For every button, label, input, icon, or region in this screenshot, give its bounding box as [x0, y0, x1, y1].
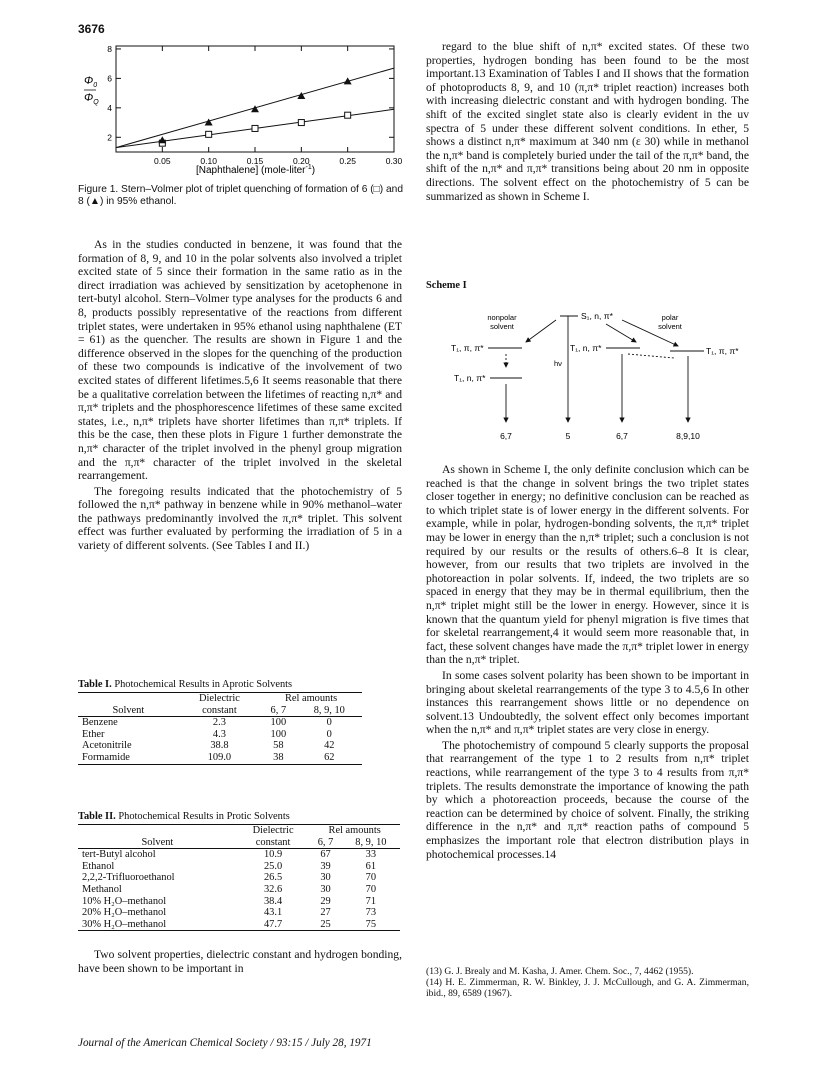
polar-label: polar	[661, 313, 679, 322]
s1-label: S₁, n, π*	[581, 311, 613, 321]
table-row	[78, 907, 400, 919]
x-tick-label: 0.25	[339, 156, 356, 166]
table-cell-dielectric: 47.7	[237, 919, 309, 931]
table-cell-solvent: 10% H₂O–methanol	[82, 895, 167, 907]
page-number: 3676	[78, 22, 105, 36]
table-cell-a: 29	[320, 895, 331, 907]
x-tick-label: 0.05	[154, 156, 171, 166]
paragraph: regard to the blue shift of n,π* excited states. Of these two properties, hydrogen bonding has been found to be the most important.13 Examination of Tables I and II shows that the formation of photoproducts 8, 9, and 10 (π,π* triplet reaction) increases both with increasing dielectric constant and with hydrogen bonding. The shift of the excited singlet state also is clearly evident in the uv spectra of 5 under these different solvent conditions. In ether, 5 shows a distinct n,π* maximum at 340 nm (ε 30) while in methanol the n,π* band is completely buried under the tail of the π,π* band, the shift of the n,π* and π,π* transitions being about 20 nm in opposite directions. The solvent effect on the photochemistry of 5 can be summarized as shown in Scheme I.	[426, 40, 749, 203]
right-column-text	[426, 463, 749, 863]
table-cell-dielectric: 26.5	[263, 872, 283, 884]
table-row	[78, 884, 400, 896]
table-cell-b: 70	[365, 883, 377, 895]
y-tick-label: 8	[107, 43, 112, 54]
nonpolar-label: nonpolar	[487, 313, 517, 322]
right-column-top-text	[426, 40, 749, 205]
left-column-text	[78, 238, 402, 555]
table-1: Table I. Photochemical Results in Aprotic Solvents Dielectric Rel amounts Solvent constant 6, 7 8, 9, 10 Benzene 2.3 100 0 Ether 4.3 100 0 Acetonitrile 38.8 58 42 Formamide 109.0 38 62	[78, 679, 402, 765]
product-8910: 8,9,10	[676, 431, 700, 441]
t1-pipi-left-label: T₁, π, π*	[451, 343, 484, 353]
table-row	[78, 919, 400, 931]
product-67-left: 6,7	[500, 431, 512, 441]
table-cell-b: 61	[365, 860, 377, 872]
table-cell-solvent: Formamide	[78, 752, 179, 764]
paragraph: In some cases solvent polarity has been shown to be important in bringing about skeletal rearrangements of the type 3 to 4.5,6 In other instances this rearrangement shows little or no dependence on solvent.13 Undoubtedly, the solvent effect only becomes important when the n,π* and π,π* triplet states are very close in energy.	[426, 668, 749, 737]
data-point-square	[298, 120, 304, 126]
table-cell-a: 25	[309, 919, 341, 931]
paragraph: As shown in Scheme I, the only definite conclusion which can be reached is that the change in solvent brings the two triplet states closer together in energy; no definitive conclusion can be reached as to which triplet state is of lower energy in the different solvents. For example, while in polar, hydrogen-bonding solvents, the π,π* triplet may be lower in energy than the n,π* triplet; such a conclusion is not required by our results or the results of others.6–8 It is clear, however, from our results that two triplets are involved in the photoreaction in polar solvents. If, indeed, the two triplets are so spaced in energy that they may be in thermal equilibrium, then the n,π* triplet might still be the lower in energy. However, since it is known that the quantum yield for phenyl migration is five times that for skeletal rearrangement,4 it would seem more reasonable that, in fact, these solvent changes have made the π,π* triplet lower in energy than the n,π* triplet.	[426, 463, 749, 667]
table-row	[78, 717, 362, 729]
table-cell-b: 71	[365, 895, 377, 907]
table-cell-a: 58	[273, 740, 284, 752]
polar-label-2: solvent	[658, 322, 682, 331]
table-cell-dielectric: 43.1	[263, 907, 283, 919]
left-bottom-text	[78, 948, 402, 977]
table-cell-dielectric: 25.0	[263, 860, 283, 872]
hv-label: hν	[554, 359, 562, 368]
stern-volmer-plot	[78, 40, 408, 190]
x-tick-label: 0.15	[246, 156, 264, 166]
x-tick-label: 0.30	[385, 156, 403, 166]
x-tick-label: 0.10	[200, 156, 217, 166]
table-cell-solvent: Acetonitrile	[82, 740, 132, 752]
table-cell-dielectric: 38.8	[210, 740, 229, 752]
table-2: Table II. Photochemical Results in Protic Solvents Dielectric Rel amounts Solvent constant 6, 7 8, 9, 10 tert-Butyl alcohol 10.9 67 33 Ethanol 25.0 39 61 2,2,2-Trifluoroethanol 26.5 30 70 Methanol 32.6 30 70 10% H₂O–methanol 38.4 29 71 20% H₂O–methanol 43.1 27 73 30% H₂O–methanol 47.7 25 75	[78, 811, 402, 931]
table-cell-solvent: Benzene	[82, 717, 118, 729]
table-cell-solvent: 2,2,2-Trifluoroethanol	[82, 872, 175, 884]
table-cell-a: 30	[320, 883, 331, 895]
table-cell-solvent: Methanol	[82, 883, 122, 895]
table-cell-dielectric: 38.4	[263, 895, 283, 907]
table-cell-solvent: 30% H₂O–methanol	[78, 919, 237, 931]
table-row	[78, 872, 400, 884]
table-cell-b: 73	[365, 907, 377, 919]
product-5: 5	[565, 431, 571, 441]
table-cell-b: 33	[365, 849, 377, 861]
t1-pipi-right-label: T₁, π, π*	[706, 346, 739, 356]
table-cell-b: 62	[297, 752, 362, 764]
paragraph: As in the studies conducted in benzene, it was found that the formation of 8, 9, and 10 in the polar solvents also involved a triplet excited state of 5 since their formation in the same ratio as in the direct irradiation was achieved by sensitization by acetophenone in tert-butyl alcohol. Stern–Volmer type analyses for the products 6 and 8, products possibly representative of the reactions from different triplet states, were undertaken in 95% ethanol using naphthalene (ET = 61) as the quencher. The results are shown in Figure 1 and the difference observed in the slopes for the quenching of the production of these two compounds is indicative of the involvement of two excited states of different lifetimes.5,6 It seems reasonable that there be a qualitative correlation between the lifetimes of reacting n,π* and π,π* triplets and the phosphorescence lifetimes of these same excited states, i.e., n,π* triplets have shorter lifetimes than π,π* triplets. If this be the case, then these plots in Figure 1 further demonstrate the n,π* character of the triplet involved in the phenyl group migration and the π,π* character of the triplet involved in the skeletal rearrangement.	[78, 238, 402, 483]
table-cell-b: 42	[324, 740, 335, 752]
table-cell-dielectric: 109.0	[179, 752, 260, 764]
t1-npi-mid-label: T₁, n, π*	[570, 343, 602, 353]
y-tick-label: 4	[107, 102, 112, 113]
table-cell-a: 39	[320, 860, 331, 872]
reference: (13) G. J. Brealy and M. Kasha, J. Amer. Chem. Soc., 7, 4462 (1955).	[426, 966, 694, 977]
table-cell-a: 100	[270, 728, 287, 740]
table-row	[78, 849, 400, 861]
table-cell-a: 27	[320, 907, 331, 919]
data-point-square	[252, 125, 258, 131]
table-row	[78, 752, 362, 764]
figure-caption: Figure 1. Stern–Volmer plot of triplet quenching of formation of 6 (□) and 8 (▲) in 95% ethanol.	[78, 184, 403, 207]
data-point-square	[206, 131, 212, 137]
table-cell-dielectric: 32.6	[263, 883, 283, 895]
y-tick-label: 6	[107, 73, 112, 84]
paragraph: The foregoing results indicated that the photochemistry of 5 followed the n,π* pathway in benzene while in 90% methanol–water the pathways predominantly involved the π,π* triplet. This solvent effect was further evaluated by performing the irradiation of 5 in a variety of different solvents. (See Tables I and II.)	[78, 484, 402, 553]
x-axis-label: [Naphthalene] (mole-liter$^{-1}$)	[196, 164, 316, 176]
table-row	[78, 740, 362, 752]
table-cell-dielectric: 4.3	[212, 728, 226, 740]
scheme-title: Scheme I	[426, 280, 467, 291]
paragraph: The photochemistry of compound 5 clearly supports the proposal that rearrangement of the type 1 to 2 results from n,π* triplet reactions, while rearrangement of the type 3 to 4 results from π,π* triplets. The results demonstrate the importance of knowing the path by which a photoreaction proceeds, because the course of the reaction can be determined by choice of solvent. Finally, the striking difference in the n,π* and π,π* reaction paths of compound 5 emphasizes the important role that electron distribution plays in photochemical processes.14	[426, 738, 749, 861]
table-cell-b: 0	[326, 728, 332, 740]
table-cell-a: 100	[270, 717, 287, 729]
table-cell-solvent: Ethanol	[82, 860, 115, 872]
table-cell-dielectric: 10.9	[263, 849, 283, 861]
reference: (14) H. E. Zimmerman, R. W. Binkley, J. J. McCullough, and G. A. Zimmerman, ibid., 89, 6589 (1967).	[426, 977, 749, 999]
table-cell-a: 30	[320, 872, 331, 884]
paragraph: Two solvent properties, dielectric constant and hydrogen bonding, have been shown to be important in	[78, 948, 402, 975]
journal-footer: Journal of the American Chemical Society / 93:15 / July 28, 1971	[78, 1037, 372, 1049]
data-point-square	[345, 112, 351, 118]
table-cell-a: 67	[320, 849, 331, 861]
y-tick-label: 2	[107, 132, 112, 143]
table-row	[78, 729, 362, 741]
nonpolar-label-2: solvent	[490, 322, 514, 331]
table-row	[78, 861, 400, 873]
references	[426, 966, 749, 999]
table-cell-a: 38	[260, 752, 296, 764]
table-cell-solvent: tert-Butyl alcohol	[82, 849, 156, 861]
scheme-1-diagram	[426, 296, 749, 446]
table-cell-b: 70	[365, 872, 377, 884]
t1-npi-low-label: T₁, n, π*	[454, 373, 486, 383]
table-row	[78, 896, 400, 908]
y-label-numerator: $\Phi_0$	[84, 75, 98, 89]
table-cell-solvent: Ether	[82, 728, 105, 740]
table-cell-dielectric: 2.3	[212, 717, 226, 729]
product-67-right: 6,7	[616, 431, 628, 441]
x-tick-label: 0.20	[293, 156, 310, 166]
y-label-denominator: $\Phi_Q$	[84, 92, 99, 106]
table-cell-b: 75	[342, 919, 400, 931]
table-cell-solvent: 20% H₂O–methanol	[82, 907, 167, 919]
table-cell-b: 0	[326, 717, 332, 729]
